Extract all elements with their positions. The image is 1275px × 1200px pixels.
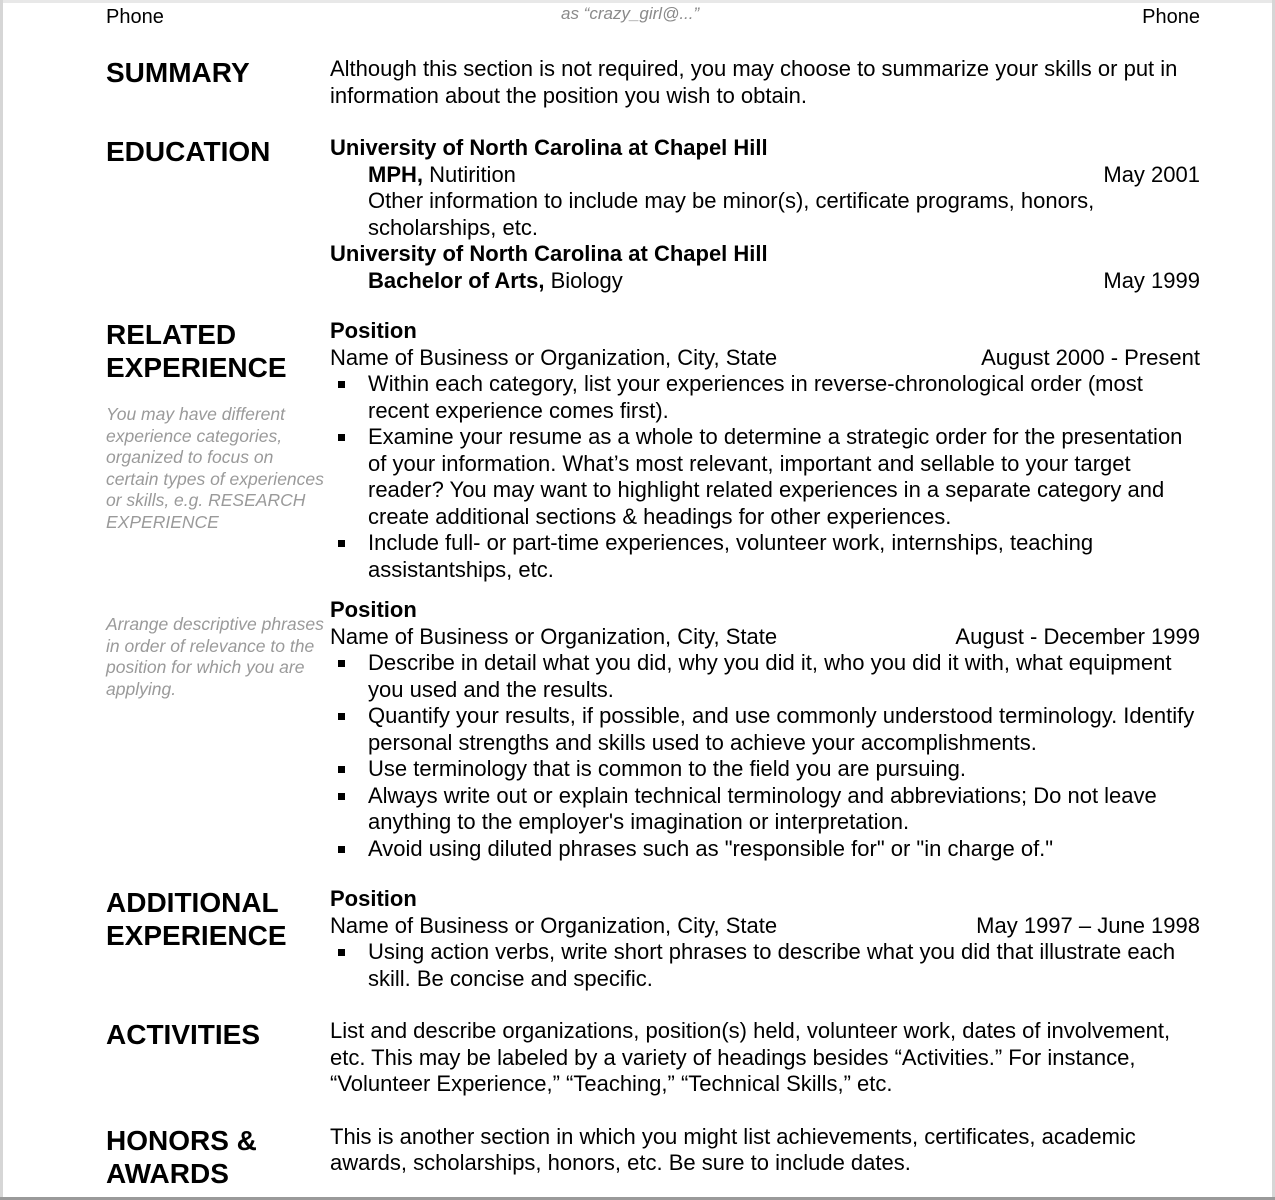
list-item: Using action verbs, write short phrases to describe what you did that illustrate each skill. Be concise and specific. — [330, 939, 1200, 992]
org-name: Name of Business or Organization, City, State — [330, 623, 778, 649]
bullet-square-icon — [338, 793, 345, 800]
page-border-left — [0, 0, 3, 1200]
degree-note: Other information to include may be minor(s), certificate programs, honors, scholarships, etc. — [368, 188, 1095, 240]
bullet-square-icon — [338, 381, 345, 388]
degree-title: Bachelor of Arts, — [368, 267, 545, 293]
bullet-list — [330, 371, 1200, 583]
job-date: August - December 1999 — [955, 623, 1200, 649]
summary-section — [106, 56, 1200, 109]
education-heading: EDUCATION — [106, 136, 271, 167]
list-item: Avoid using diluted phrases such as "responsible for" or "in charge of." — [330, 836, 1200, 863]
degree-row — [330, 162, 1200, 189]
additional-heading-line2: EXPERIENCE — [106, 920, 287, 951]
position-title: Position — [330, 597, 417, 622]
summary-heading: SUMMARY — [106, 57, 250, 88]
bullet-list — [330, 650, 1200, 862]
degree-field: Nutirition — [423, 161, 516, 187]
related-heading-line1: RELATED — [106, 319, 237, 350]
side-note-categories: You may have different experience categories, organized to focus on certain types of experiences or skills, e.g. RESEARCH EXPERIENCE — [106, 404, 324, 532]
activities-text: List and describe organizations, position(s) held, volunteer work, dates of involvement, etc. This may be labeled by a variety of headings besides “Activities.” For instance, “Volunteer Experience,” “Teaching,” “Technical Skills,” etc. — [330, 1018, 1171, 1096]
activities-heading: ACTIVITIES — [106, 1019, 261, 1050]
school-name: University of North Carolina at Chapel Hill — [330, 241, 768, 266]
activities-section — [106, 1018, 1200, 1098]
bullet-square-icon — [338, 949, 345, 956]
side-note-arrange: Arrange descriptive phrases in order of relevance to the position for which you are applying. — [106, 614, 324, 699]
resume-page — [106, 4, 1200, 1190]
honors-text: This is another section in which you might list achievements, certificates, academic awards, scholarships, honors, etc. Be sure to include dates. — [330, 1123, 1136, 1175]
related-experience-section — [106, 318, 1200, 862]
list-item: Include full- or part-time experiences, volunteer work, internships, teaching assistantships, etc. — [330, 530, 1200, 583]
position-title: Position — [330, 886, 417, 911]
list-item: Describe in detail what you did, why you did it, who you did it with, what equipment you used and the results. — [330, 650, 1200, 703]
org-name: Name of Business or Organization, City, State — [330, 344, 778, 370]
list-item: Within each category, list your experiences in reverse-chronological order (most recent experience comes first). — [330, 371, 1200, 424]
position-title: Position — [330, 318, 417, 343]
contact-header — [106, 4, 1200, 34]
honors-section — [106, 1124, 1200, 1190]
bullet-square-icon — [338, 434, 345, 441]
bullet-square-icon — [338, 846, 345, 853]
education-section — [106, 135, 1200, 294]
list-item: Examine your resume as a whole to determine a strategic order for the presentation of your information. What’s most relevant, important and sellable to your target reader? You may want to highlight related experiences in a separate category and create additional sections & headings for other experiences. — [330, 424, 1200, 530]
related-heading-line2: EXPERIENCE — [106, 352, 287, 383]
job-date: August 2000 - Present — [981, 344, 1200, 370]
org-row — [330, 913, 1200, 940]
additional-experience-section — [106, 886, 1200, 992]
degree-row — [330, 268, 1200, 295]
bullet-square-icon — [338, 713, 345, 720]
bullet-list — [330, 939, 1200, 992]
bullet-square-icon — [338, 660, 345, 667]
degree-title: MPH, — [368, 161, 423, 187]
list-item: Always write out or explain technical terminology and abbreviations; Do not leave anything to the employer's imagination or interpretation. — [330, 783, 1200, 836]
school-name: University of North Carolina at Chapel Hill — [330, 135, 768, 160]
summary-text: Although this section is not required, you may choose to summarize your skills or put in information about the position you wish to obtain. — [330, 56, 1178, 108]
job-date: May 1997 – June 1998 — [976, 912, 1200, 938]
list-item: Use terminology that is common to the field you are pursuing. — [330, 756, 1200, 783]
org-row — [330, 624, 1200, 651]
degree-field: Biology — [544, 267, 623, 293]
honors-heading-line1: HONORS & — [106, 1124, 257, 1156]
bullet-square-icon — [338, 766, 345, 773]
org-row — [330, 345, 1200, 372]
phone-right: Phone — [1142, 6, 1200, 28]
email-note: as “crazy_girl@...” — [561, 4, 700, 23]
phone-left: Phone — [106, 6, 164, 28]
list-item: Quantify your results, if possible, and use commonly understood terminology. Identify personal strengths and skills used to achieve your accomplishments. — [330, 703, 1200, 756]
org-name: Name of Business or Organization, City, State — [330, 912, 778, 938]
degree-date: May 1999 — [1103, 267, 1200, 293]
additional-heading-line1: ADDITIONAL — [106, 887, 279, 918]
page-border-top — [0, 0, 1275, 3]
honors-heading-line2: AWARDS — [106, 1157, 229, 1189]
bullet-square-icon — [338, 540, 345, 547]
degree-date: May 2001 — [1103, 161, 1200, 187]
